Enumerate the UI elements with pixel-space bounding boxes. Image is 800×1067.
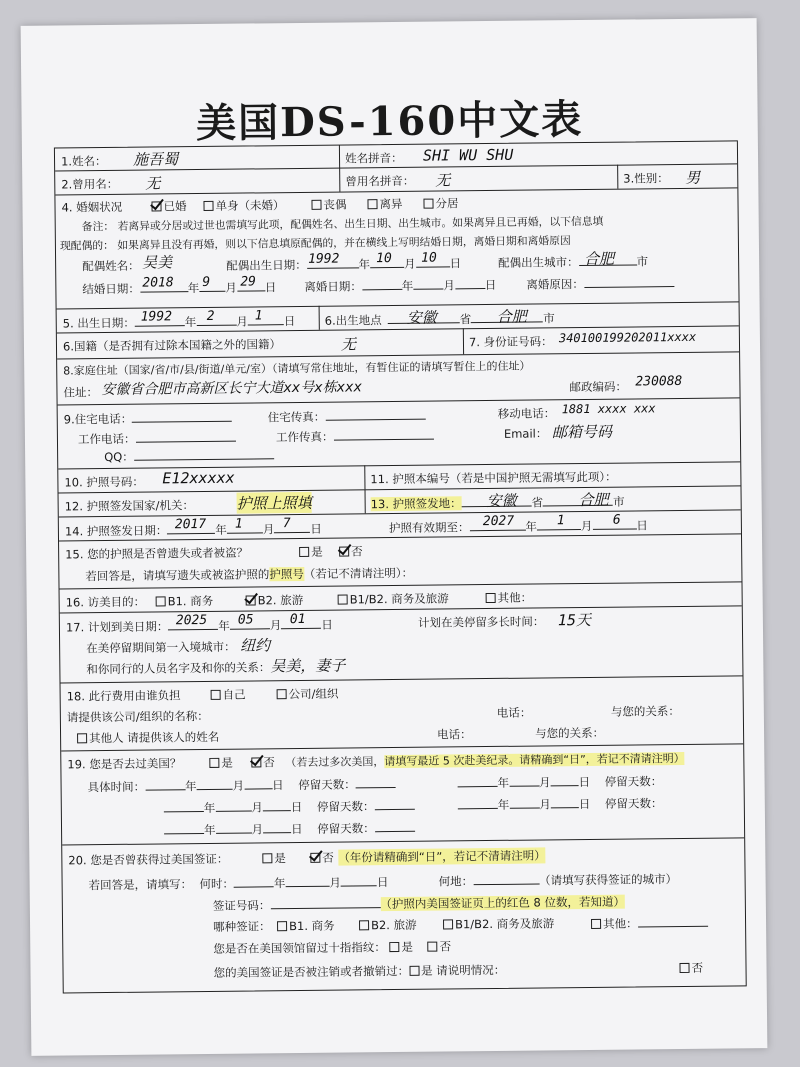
- checkbox-lost-yes[interactable]: [299, 547, 309, 557]
- qq-label: QQ：: [104, 446, 274, 465]
- spouse-birth-m: 10: [376, 251, 392, 267]
- spouse-birth-y: 1992: [308, 251, 340, 267]
- checkbox-married[interactable]: [151, 201, 161, 211]
- visa-number: 签证号码： （护照内美国签证页上的红色 8 位数，若知道）: [212, 894, 626, 913]
- org-tel-label: 电话：: [496, 705, 532, 720]
- checkbox-other[interactable]: [486, 593, 496, 603]
- visa-where: 何地： （请填写获得签证的城市）: [438, 872, 678, 889]
- lost-no[interactable]: 否: [339, 543, 363, 559]
- divorce-reason-label: 离婚原因：: [526, 274, 674, 293]
- birth-m: 2: [206, 308, 215, 324]
- other-rel-label: 与您的关系：: [534, 725, 605, 741]
- paper-sheet: [21, 18, 768, 1056]
- issue-place-label: 13. 护照签发地： 省 市: [370, 494, 625, 512]
- gender-label: 3.性别：: [623, 171, 669, 186]
- visa-note: （年份请精确到“日”，若记不清请注明）: [338, 848, 546, 865]
- row-marriage: [55, 187, 738, 309]
- visa-kind-b2[interactable]: B2. 旅游: [359, 917, 417, 934]
- mobile-label: 移动电话：: [497, 406, 556, 421]
- issue-place-city: 合肥: [578, 490, 609, 510]
- checkbox-divorced[interactable]: [367, 199, 377, 209]
- issue-d: 7: [282, 516, 291, 532]
- org-rel-label: 与您的关系：: [610, 704, 680, 719]
- work-tel-label: 工作电话：: [78, 429, 236, 448]
- arrive-label: 17. 计划到美日期： 年 月 日: [65, 617, 333, 635]
- checkbox-b1b2[interactable]: [338, 594, 348, 604]
- checkbox-other-person[interactable]: [77, 733, 87, 743]
- address-label: 8.家庭住址（国家/省/市/县/街道/单元/室）（请填写常住地址，有暂住证的请填写暂住上的住址）: [63, 359, 531, 378]
- companion-label: 和你同行的人员名字及和你的关系：: [86, 660, 271, 677]
- stay-label: 计划在美停留多长时间：: [417, 614, 545, 630]
- checkbox-visited-yes[interactable]: [209, 758, 219, 768]
- purpose-b2[interactable]: B2. 旅游: [246, 592, 304, 609]
- checkbox-single[interactable]: [203, 201, 213, 211]
- purpose-b1[interactable]: B1. 商务: [156, 593, 214, 610]
- purpose-b1b2[interactable]: B1/B2. 商务及旅游: [338, 590, 449, 607]
- email-label: Email：: [503, 426, 548, 441]
- visa-kind-other[interactable]: 其他：: [591, 914, 708, 932]
- birthplace-prov: 安徽: [406, 308, 437, 327]
- marriage-opt-widowed[interactable]: 丧偶: [311, 196, 346, 212]
- visited-yes[interactable]: 是: [209, 755, 233, 771]
- checkbox-b1[interactable]: [156, 596, 166, 606]
- name-label: 1.姓名：: [60, 153, 107, 169]
- row-address: [57, 351, 739, 405]
- passport-book-label: 11. 护照本编号（若是中国护照无需填写此项）：: [370, 469, 617, 487]
- cancel-no[interactable]: 否: [679, 960, 703, 976]
- companion-value: 吴美，妻子: [270, 656, 346, 676]
- payer-org[interactable]: 公司/组织: [277, 686, 339, 703]
- zip-label: 邮政编码：: [569, 379, 628, 395]
- birthplace-label: 6.出生地点 省 市: [324, 311, 555, 328]
- purpose-label: 16. 访美目的：: [65, 594, 146, 610]
- spouse-city-label: 配偶出生城市： 市: [498, 254, 649, 270]
- visa-question: 20. 您是否曾获得过美国签证：: [68, 851, 229, 868]
- lost-question: 15. 您的护照是否曾遗失或者被盗？: [65, 545, 249, 562]
- checkbox-lost-no[interactable]: [339, 546, 349, 556]
- pinyin-value: SHI WU SHU: [422, 145, 514, 165]
- checkbox-visa-b1[interactable]: [277, 921, 287, 931]
- issuer-value: 护照上照填: [236, 493, 312, 513]
- checkbox-visa-b1b2[interactable]: [443, 919, 453, 929]
- marriage-label: 4. 婚姻状况: [61, 199, 123, 215]
- nationality-label: 6.国籍（是否拥有过除本国籍之外的国籍）: [62, 337, 282, 354]
- marry-m: 9: [202, 274, 211, 290]
- former-label: 2.曾用名：: [61, 176, 119, 192]
- zip-value: 230088: [635, 373, 683, 390]
- visit-time-5: 年 月 日 停留天数：: [164, 819, 415, 839]
- spouse-city-value: 合肥: [584, 249, 615, 268]
- row-contact: [58, 397, 741, 469]
- marriage-note-1: 备注： 若离异或分居或过世也需填写此项，配偶姓名、出生日期、出生城市。如果离异且已再婚，以下信息填: [81, 214, 604, 234]
- marriage-opt-married[interactable]: 已婚: [151, 198, 186, 214]
- former-value: 无: [145, 174, 161, 193]
- nationality-value: 无: [340, 335, 357, 354]
- marriage-opt-separated[interactable]: 分居: [423, 195, 458, 211]
- checkbox-b2[interactable]: [246, 595, 256, 605]
- mobile-value: 1881 xxxx xxx: [561, 401, 656, 417]
- visa-kind-b1b2[interactable]: B1/B2. 商务及旅游: [443, 915, 554, 932]
- former-pinyin-value: 无: [435, 171, 451, 190]
- visa-no[interactable]: 否: [310, 850, 334, 866]
- spouse-label: 配偶姓名：: [82, 258, 140, 274]
- payer-self[interactable]: 自己: [211, 687, 246, 703]
- issue-date-label: 14. 护照签发日期： 年 月 日: [64, 521, 322, 539]
- arrive-m: 05: [237, 612, 254, 628]
- ds160-form: [54, 140, 747, 993]
- home-fax-label: 住宅传真：: [268, 407, 426, 426]
- marriage-opt-single[interactable]: 单身（未婚）: [203, 197, 284, 214]
- divorce-date-label: 离婚日期： 年 月 日: [304, 277, 497, 294]
- expiry-d: 6: [612, 512, 621, 528]
- visit-time-2: 年 月 日 停留天数：: [457, 772, 662, 791]
- checkbox-finger-no[interactable]: [428, 942, 438, 952]
- home-tel-label: 9.住宅电话：: [64, 409, 233, 428]
- form-title: 美国DS-160中文表: [195, 95, 584, 148]
- marry-y: 2018: [142, 275, 174, 291]
- visa-kind-b1[interactable]: B1. 商务: [277, 918, 335, 935]
- expiry-y: 2027: [482, 513, 515, 530]
- checkbox-separated[interactable]: [423, 199, 433, 209]
- first-city-value: 纽约: [240, 636, 271, 655]
- row-lost-passport: [59, 533, 741, 589]
- other-tel-label: 电话：: [436, 727, 472, 742]
- checkbox-visited-no[interactable]: [251, 757, 261, 767]
- checkbox-widowed[interactable]: [311, 200, 321, 210]
- row-payer: [61, 675, 744, 751]
- passport-value: E12xxxxx: [162, 468, 235, 488]
- expiry-label: 护照有效期至： 年 月 日: [388, 518, 648, 536]
- stay-value: 15天: [557, 610, 592, 630]
- name-value: 施吾蜀: [132, 150, 179, 169]
- checkbox-self[interactable]: [211, 690, 221, 700]
- gender-value: 男: [685, 168, 701, 187]
- payer-other[interactable]: 其他人 请提供该人的姓名: [77, 729, 219, 746]
- passport-label: 10. 护照号码：: [64, 474, 144, 490]
- pinyin-label: 姓名拼音：: [344, 150, 403, 166]
- row-us-visits: [61, 743, 744, 845]
- row-trip: [60, 605, 743, 683]
- first-city-label: 在美停留期间第一入境城市：: [86, 639, 236, 656]
- row-us-visa: [62, 837, 746, 992]
- birth-y: 1992: [140, 309, 173, 325]
- visa-yes[interactable]: 是: [262, 850, 286, 866]
- visit-time-4: 年 月 日 停留天数：: [458, 794, 663, 813]
- visited-question: 19. 您是否去过美国？: [67, 756, 182, 772]
- checkbox-org[interactable]: [277, 689, 287, 699]
- id-value: 340100199202011xxxx: [558, 329, 697, 346]
- visit-time-label-1: 具体时间： 年 月 日 停留天数：: [88, 775, 396, 795]
- lost-if-text: 若回答是，请填写遗失或被盗护照的护照号（若记不清请注明）：: [85, 565, 414, 584]
- checkbox-finger-yes[interactable]: [389, 942, 399, 952]
- marriage-opt-divorced[interactable]: 离异: [367, 196, 402, 212]
- expiry-m: 1: [556, 513, 565, 529]
- issuer-label: 12. 护照签发国家/机关：: [64, 498, 195, 514]
- visit-time-3: 年 月 日 停留天数：: [164, 797, 415, 817]
- payer-label: 18. 此行费用由谁负担: [66, 688, 181, 704]
- arrive-d: 01: [289, 611, 306, 628]
- visited-no[interactable]: 否: [251, 754, 275, 770]
- fingerprint-question: 您是否在美国领馆留过十指指纹： 是 否: [213, 939, 452, 956]
- birthplace-city: 合肥: [496, 307, 527, 326]
- spouse-value: 吴美: [142, 253, 173, 272]
- purpose-other[interactable]: 其他：: [486, 590, 533, 606]
- id-label: 7. 身份证号码：: [468, 334, 553, 350]
- spouse-birth-label: 配偶出生日期： 年 月 日: [226, 256, 462, 273]
- birth-label: 5. 出生日期： 年 月 日: [62, 314, 296, 331]
- work-fax-label: 工作传真：: [276, 427, 434, 446]
- checkbox-visa-other[interactable]: [591, 919, 601, 929]
- spouse-birth-d: 10: [421, 250, 437, 266]
- birth-d: 1: [254, 308, 263, 324]
- former-pinyin-label: 曾用名拼音：: [345, 173, 415, 189]
- visited-note: （若去过多次美国，请填写最近 5 次赴美纪录。请精确到“日”，若记不清请注明）: [285, 751, 685, 770]
- email-value: 邮箱号码: [551, 422, 613, 442]
- issue-place-prov: 安徽: [486, 491, 517, 511]
- checkbox-cancel-no[interactable]: [679, 963, 689, 973]
- issue-m: 1: [234, 516, 243, 532]
- addr-value: 安徽省合肥市高新区长宁大道xx号x栋xxx: [101, 379, 363, 399]
- marry-d: 29: [240, 274, 257, 290]
- checkbox-visa-yes[interactable]: [262, 853, 272, 863]
- checkbox-visa-b2[interactable]: [359, 920, 369, 930]
- marry-date-label: 结婚日期： 年 月 日: [82, 280, 277, 297]
- cancel-question: 您的美国签证是否被注销或者撤销过： 是 请说明情况：: [213, 962, 506, 980]
- issue-y: 2017: [174, 516, 207, 533]
- addr-label: 住址：: [63, 385, 99, 400]
- visa-kind-label: 哪种签证：: [212, 919, 271, 934]
- marriage-note-2: 现配偶的： 如果离异且没有再婚，则以下信息填原配偶的，并在横线上写明结婚日期，离婚日期和离婚原因: [59, 234, 571, 253]
- lost-yes[interactable]: 是: [299, 544, 323, 560]
- checkbox-cancel-yes[interactable]: [409, 966, 419, 976]
- arrive-y: 2025: [175, 612, 208, 629]
- org-name-label: 请提供该公司/组织的名称：: [66, 708, 209, 725]
- checkbox-visa-no[interactable]: [310, 853, 320, 863]
- visa-when: 若回答是，请填写： 何时： 年 月 日: [88, 875, 389, 893]
